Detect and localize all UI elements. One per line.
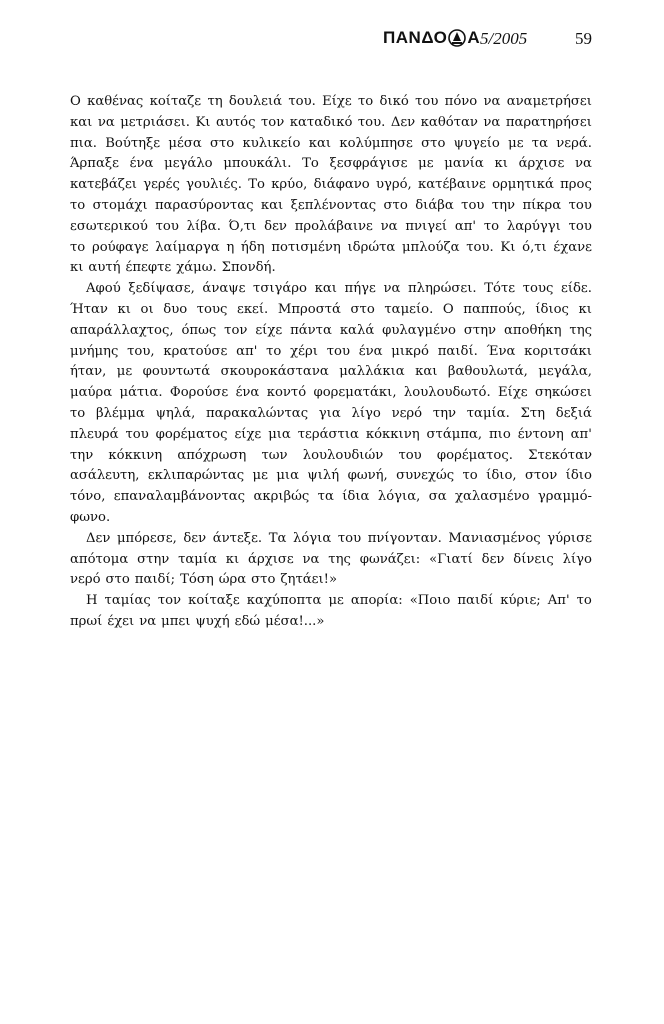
journal-title xyxy=(383,28,480,48)
text-line: φωνο. xyxy=(70,509,111,525)
journal-logo-icon xyxy=(448,29,466,47)
text-line: πρωί έχει να μπει ψυχή εδώ μέσα!...» xyxy=(70,613,325,629)
text-line: Άρπαξε ένα μεγάλο μπουκάλι. Το ξεσφράγισε με μανία κι άρχισε να xyxy=(70,156,592,172)
page-number: 59 xyxy=(575,29,592,48)
text-line: το βλέμμα ψηλά, παρακαλώντας για λίγο νερό την ταμία. Στη δεξιά xyxy=(70,405,592,421)
issue-number: 5/2005 xyxy=(480,29,528,48)
text-line: Ήταν κι οι δυο τους εκεί. Μπροστά στο ταμείο. Ο παππούς, ίδιος κι xyxy=(70,301,592,317)
text-line: Ο καθένας κοίταζε τη δουλειά του. Είχε το δικό του πόνο να αναμετρήσει xyxy=(70,94,592,109)
text-line: ασάλευτη, εκλιπαρώντας με μια ψιλή φωνή, συνεχώς το ίδιο, στον ίδιο xyxy=(70,468,592,484)
text-line: μαύρα μάτια. Φορούσε ένα κοντό φορεματάκι, λουλουδωτό. Είχε σηκώσει xyxy=(70,385,592,401)
text-line: πλευρά του φορέματος είχε μια τεράστια κόκκινη στάμπα, πιο έντονη απ' xyxy=(70,426,592,442)
text-line: την κόκκινη απόχρωση των λουλουδιών του φορέματος. Στεκόταν xyxy=(70,447,592,463)
journal-title-left: ΠΑΝΔΟ xyxy=(383,28,448,47)
text-line: απότομα στην ταμία κι άρχισε να της φωνάζει: «Γιατί δεν δίνεις λίγο xyxy=(70,551,592,567)
journal-title-right: Α xyxy=(467,28,481,47)
text-line: κι αυτή έπεφτε χάμω. Σπονδή. xyxy=(70,260,276,276)
text-line: το ρούφαγε λαίμαργα η ήδη ποτισμένη ιδρώτα μπλούζα του. Κι ό,τι έχανε xyxy=(70,239,592,255)
text-line: νερό στο παιδί; Τόση ώρα στο ζητάει!» xyxy=(70,572,338,588)
text-line: πια. Βούτηξε μέσα στο κυλικείο και κολύμπησε στο ψυγείο με τα νερά. xyxy=(70,135,592,151)
text-line: ήταν, με φουντωτά σκουροκάστανα μαλλάκια και βαθουλωτά, μεγάλα, xyxy=(70,364,592,380)
text-line: Δεν μπόρεσε, δεν άντεξε. Τα λόγια του πνίγονταν. Μανιασμένος γύρισε xyxy=(86,530,592,546)
text-line: μνήμης του, κρατούσε απ' το χέρι του ένα μικρό παιδί. Ένα κοριτσάκι xyxy=(70,343,592,359)
body-text xyxy=(70,92,592,633)
text-line: απαράλλαχτος, όπως τον είχε πάντα καλά φυλαγμένο στην αποθήκη της xyxy=(70,322,592,338)
text-line: το στομάχι παρασύροντας και ξεπλένοντας στο διάβα του την πίκρα του xyxy=(70,197,592,213)
text-line: εσωτερικού του λίβα. Ό,τι δεν προλάβαινε να πνιγεί απ' το λαρύγγι του xyxy=(70,218,592,234)
text-line: τόνο, επαναλαμβάνοντας ακριβώς τα ίδια λόγια, σα χαλασμένο γραμμό- xyxy=(70,489,592,505)
text-line: και να μετριάσει. Κι αυτός τον καταδικό του. Δεν καθόταν να παρατηρήσει xyxy=(70,114,592,130)
text-line: Αφού ξεδίψασε, άναψε τσιγάρο και πήγε να πληρώσει. Τότε τους είδε. xyxy=(86,281,592,297)
text-line: κατεβάζει γερές γουλιές. Το κρύο, διάφανο υγρό, κατέβαινε ορμητικά προς xyxy=(70,177,592,193)
running-header xyxy=(0,28,664,52)
text-line: Η ταμίας τον κοίταξε καχύποπτα με απορία: «Ποιο παιδί κύριε; Απ' το xyxy=(86,593,592,609)
